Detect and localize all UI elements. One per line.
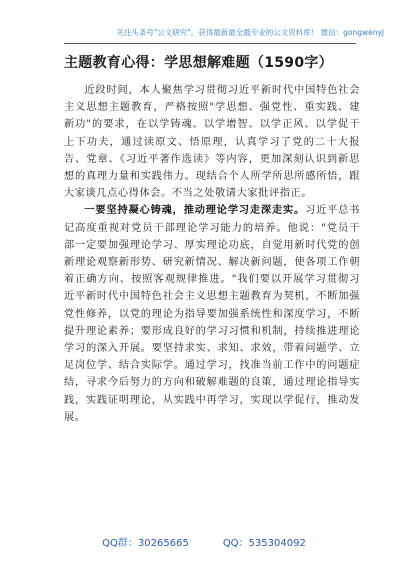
- header-divider: [64, 43, 356, 44]
- section-1-text: 习近平总书记高度重视对党员干部理论学习能力的培养。他说："党员干部一定要加强理论学习、厚实理论功底，自觉用新时代党的创新理论观察新形势、研究新情况、解决新问题，使各项工作朝着正确方向、按照客观规律推进。"我们要以开展学习贯彻习近平新时代中国特色社会主义思想主题教育为契机，不断加强党性修养，以党的理论为指导要加强系统性和深度学习，不断提升理论素养；要形成良好的学习习惯和机制，持续推进理论学习的深入开展。要坚持求实、求知、求效，带着问题学、立足岗位学、结合实际学。通过学习，找准当前工作中的问题症结，寻求今后努力的方向和破解难题的良策，通过理论指导实践，实践证明理论，从实践中再学习，实现以学促行，推动发展。: [64, 205, 361, 423]
- footer-contact: [0, 534, 408, 549]
- section-1-heading: 一要坚持凝心铸魂，推动理论学习走深走实。: [84, 205, 306, 217]
- section-1-paragraph: [64, 202, 360, 426]
- footer-qq: QQ：535304092: [222, 538, 306, 549]
- document-title: 主题教育心得：学思想解难题（1590字）: [64, 55, 333, 71]
- document-body: [64, 82, 360, 426]
- header-promo-note: 关注头条号"公文研究"，获得最新最全最专业的公文资料库！ 微信：gongwenyj: [116, 28, 384, 37]
- footer-qq-group: QQ群：30265665: [102, 538, 189, 549]
- intro-paragraph: 近段时间，本人聚焦学习贯彻习近平新时代中国特色社会主义思想主题教育，严格按照"学思想、强党性、重实践、建新功"的要求，在以学铸魂、以学增智、以学正风、以学促干上下功夫，通过读原文、悟原理，认真学习了党的二十大报告、党章、《习近平著作选读》等内容，更加深刻认识到新思想的真理力量和实践伟力。现结合个人所学所思所感所悟，跟大家谈几点心得体会。不当之处敬请大家批评指正。: [64, 85, 360, 200]
